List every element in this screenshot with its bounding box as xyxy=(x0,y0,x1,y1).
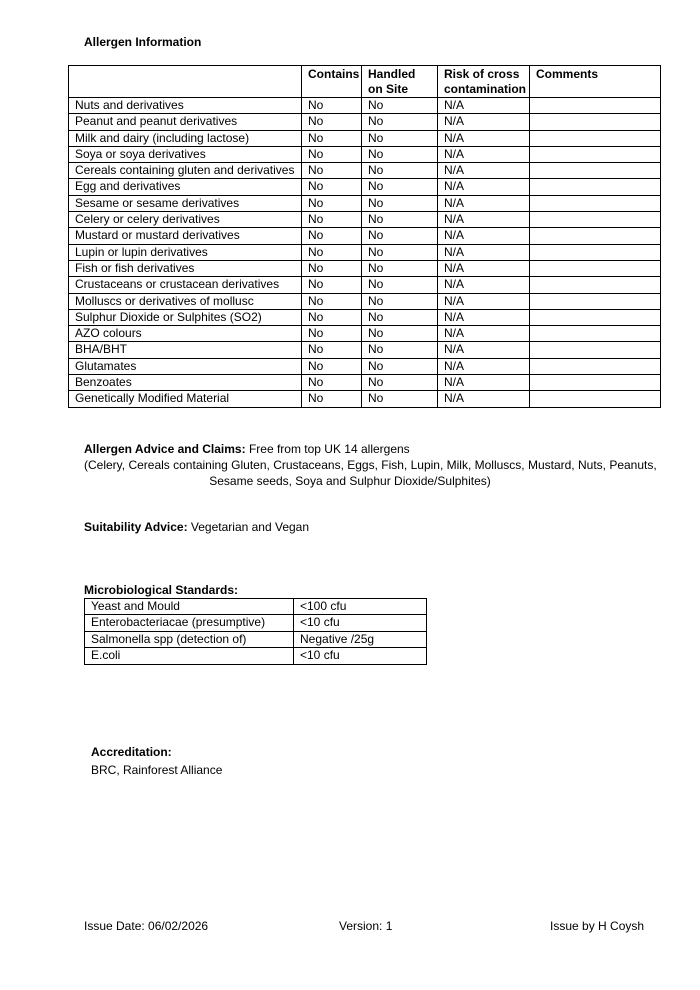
handled-on-site-cell: No xyxy=(362,375,438,391)
comments-cell xyxy=(530,277,661,293)
comments-cell xyxy=(530,195,661,211)
contains-cell: No xyxy=(302,260,362,276)
cross-contamination-cell: N/A xyxy=(438,212,530,228)
comments-cell xyxy=(530,309,661,325)
suitability-label: Suitability Advice: xyxy=(84,520,188,534)
allergen-name-cell: AZO colours xyxy=(69,326,302,342)
footer-version: Version: 1 xyxy=(339,919,393,933)
contains-cell: No xyxy=(302,212,362,228)
allergen-name-cell: Peanut and peanut derivatives xyxy=(69,114,302,130)
allergen-row xyxy=(69,260,661,276)
cross-contamination-cell: N/A xyxy=(438,163,530,179)
handled-on-site-cell: No xyxy=(362,228,438,244)
cross-contamination-cell: N/A xyxy=(438,244,530,260)
allergen-name-cell: Molluscs or derivatives of mollusc xyxy=(69,293,302,309)
allergen-row xyxy=(69,212,661,228)
cross-contamination-cell: N/A xyxy=(438,326,530,342)
allergen-name-cell: Glutamates xyxy=(69,358,302,374)
handled-on-site-cell: No xyxy=(362,260,438,276)
handled-on-site-cell: No xyxy=(362,293,438,309)
allergen-row xyxy=(69,358,661,374)
allergen-name-cell: Genetically Modified Material xyxy=(69,391,302,407)
micro-test-cell: Salmonella spp (detection of) xyxy=(85,631,294,647)
cross-contamination-cell: N/A xyxy=(438,277,530,293)
micro-test-cell: Yeast and Mould xyxy=(85,599,294,615)
comments-cell xyxy=(530,244,661,260)
allergen-row xyxy=(69,244,661,260)
accreditation-value: BRC, Rainforest Alliance xyxy=(91,763,223,777)
allergen-row xyxy=(69,146,661,162)
allergen-name-cell: Cereals containing gluten and derivatives xyxy=(69,163,302,179)
header-comments: Comments xyxy=(530,66,661,98)
contains-cell: No xyxy=(302,146,362,162)
allergen-row xyxy=(69,309,661,325)
cross-contamination-cell: N/A xyxy=(438,114,530,130)
header-allergen xyxy=(69,66,302,98)
contains-cell: No xyxy=(302,114,362,130)
handled-on-site-cell: No xyxy=(362,391,438,407)
allergen-name-cell: BHA/BHT xyxy=(69,342,302,358)
allergen-table-header xyxy=(69,66,661,98)
allergen-row xyxy=(69,391,661,407)
micro-standards-title: Microbiological Standards: xyxy=(84,583,239,597)
comments-cell xyxy=(530,130,661,146)
allergen-row xyxy=(69,342,661,358)
allergen-info-title: Allergen Information xyxy=(84,35,202,49)
micro-row xyxy=(85,615,427,631)
micro-limit-cell: <100 cfu xyxy=(294,599,427,615)
comments-cell xyxy=(530,212,661,228)
header-cross-contamination: Risk of cross contamination xyxy=(438,66,530,98)
allergen-row xyxy=(69,114,661,130)
handled-on-site-cell: No xyxy=(362,244,438,260)
comments-cell xyxy=(530,163,661,179)
cross-contamination-cell: N/A xyxy=(438,309,530,325)
contains-cell: No xyxy=(302,391,362,407)
contains-cell: No xyxy=(302,179,362,195)
allergen-name-cell: Benzoates xyxy=(69,375,302,391)
cross-contamination-cell: N/A xyxy=(438,179,530,195)
accreditation-title: Accreditation: xyxy=(91,745,172,759)
allergen-name-cell: Crustaceans or crustacean derivatives xyxy=(69,277,302,293)
handled-on-site-cell: No xyxy=(362,146,438,162)
micro-row xyxy=(85,648,427,664)
allergen-row xyxy=(69,228,661,244)
comments-cell xyxy=(530,260,661,276)
comments-cell xyxy=(530,146,661,162)
allergen-advice xyxy=(84,441,410,457)
cross-contamination-cell: N/A xyxy=(438,195,530,211)
allergen-name-cell: Celery or celery derivatives xyxy=(69,212,302,228)
contains-cell: No xyxy=(302,228,362,244)
allergen-name-cell: Fish or fish derivatives xyxy=(69,260,302,276)
micro-test-cell: Enterobacteriacae (presumptive) xyxy=(85,615,294,631)
contains-cell: No xyxy=(302,163,362,179)
contains-cell: No xyxy=(302,244,362,260)
contains-cell: No xyxy=(302,358,362,374)
comments-cell xyxy=(530,358,661,374)
allergen-name-cell: Milk and dairy (including lactose) xyxy=(69,130,302,146)
contains-cell: No xyxy=(302,293,362,309)
cross-contamination-cell: N/A xyxy=(438,98,530,114)
allergen-row xyxy=(69,179,661,195)
comments-cell xyxy=(530,179,661,195)
allergen-advice-value: Free from top UK 14 allergens xyxy=(245,442,410,456)
handled-on-site-cell: No xyxy=(362,114,438,130)
handled-on-site-cell: No xyxy=(362,179,438,195)
allergen-name-cell: Egg and derivatives xyxy=(69,179,302,195)
cross-contamination-cell: N/A xyxy=(438,260,530,276)
comments-cell xyxy=(530,391,661,407)
allergen-advice-list-line2: Sesame seeds, Soya and Sulphur Dioxide/Sulphites) xyxy=(209,474,491,488)
handled-on-site-cell: No xyxy=(362,277,438,293)
comments-cell xyxy=(530,114,661,130)
handled-on-site-cell: No xyxy=(362,130,438,146)
comments-cell xyxy=(530,326,661,342)
cross-contamination-cell: N/A xyxy=(438,293,530,309)
header-handled-on-site: Handled on Site xyxy=(362,66,438,98)
handled-on-site-cell: No xyxy=(362,342,438,358)
allergen-name-cell: Mustard or mustard derivatives xyxy=(69,228,302,244)
handled-on-site-cell: No xyxy=(362,98,438,114)
micro-standards-table xyxy=(84,598,427,665)
cross-contamination-cell: N/A xyxy=(438,130,530,146)
micro-row xyxy=(85,631,427,647)
allergen-row xyxy=(69,277,661,293)
contains-cell: No xyxy=(302,195,362,211)
allergen-name-cell: Nuts and derivatives xyxy=(69,98,302,114)
comments-cell xyxy=(530,293,661,309)
allergen-row xyxy=(69,163,661,179)
cross-contamination-cell: N/A xyxy=(438,391,530,407)
contains-cell: No xyxy=(302,277,362,293)
cross-contamination-cell: N/A xyxy=(438,228,530,244)
suitability-advice xyxy=(84,519,309,535)
allergen-row xyxy=(69,195,661,211)
allergen-name-cell: Sesame or sesame derivatives xyxy=(69,195,302,211)
allergen-advice-label: Allergen Advice and Claims: xyxy=(84,442,246,456)
allergen-name-cell: Sulphur Dioxide or Sulphites (SO2) xyxy=(69,309,302,325)
handled-on-site-cell: No xyxy=(362,163,438,179)
contains-cell: No xyxy=(302,375,362,391)
cross-contamination-cell: N/A xyxy=(438,342,530,358)
cross-contamination-cell: N/A xyxy=(438,146,530,162)
micro-limit-cell: Negative /25g xyxy=(294,631,427,647)
comments-cell xyxy=(530,342,661,358)
cross-contamination-cell: N/A xyxy=(438,375,530,391)
allergen-table xyxy=(68,65,661,408)
contains-cell: No xyxy=(302,309,362,325)
handled-on-site-cell: No xyxy=(362,195,438,211)
contains-cell: No xyxy=(302,326,362,342)
comments-cell xyxy=(530,375,661,391)
handled-on-site-cell: No xyxy=(362,212,438,228)
header-contains: Contains xyxy=(302,66,362,98)
cross-contamination-cell: N/A xyxy=(438,358,530,374)
micro-row xyxy=(85,599,427,615)
allergen-advice-list-line1: (Celery, Cereals containing Gluten, Crustaceans, Eggs, Fish, Lupin, Milk, Molluscs, Mustard, Nuts, Peanuts, xyxy=(84,458,657,472)
contains-cell: No xyxy=(302,98,362,114)
contains-cell: No xyxy=(302,130,362,146)
comments-cell xyxy=(530,98,661,114)
contains-cell: No xyxy=(302,342,362,358)
footer-issued-by: Issue by H Coysh xyxy=(550,919,645,933)
allergen-name-cell: Lupin or lupin derivatives xyxy=(69,244,302,260)
handled-on-site-cell: No xyxy=(362,309,438,325)
comments-cell xyxy=(530,228,661,244)
micro-limit-cell: <10 cfu xyxy=(294,615,427,631)
allergen-row xyxy=(69,98,661,114)
micro-test-cell: E.coli xyxy=(85,648,294,664)
suitability-value: Vegetarian and Vegan xyxy=(187,520,310,534)
handled-on-site-cell: No xyxy=(362,326,438,342)
handled-on-site-cell: No xyxy=(362,358,438,374)
allergen-row xyxy=(69,130,661,146)
footer-issue-date: Issue Date: 06/02/2026 xyxy=(84,919,209,933)
allergen-row xyxy=(69,326,661,342)
allergen-name-cell: Soya or soya derivatives xyxy=(69,146,302,162)
allergen-row xyxy=(69,293,661,309)
allergen-row xyxy=(69,375,661,391)
micro-limit-cell: <10 cfu xyxy=(294,648,427,664)
